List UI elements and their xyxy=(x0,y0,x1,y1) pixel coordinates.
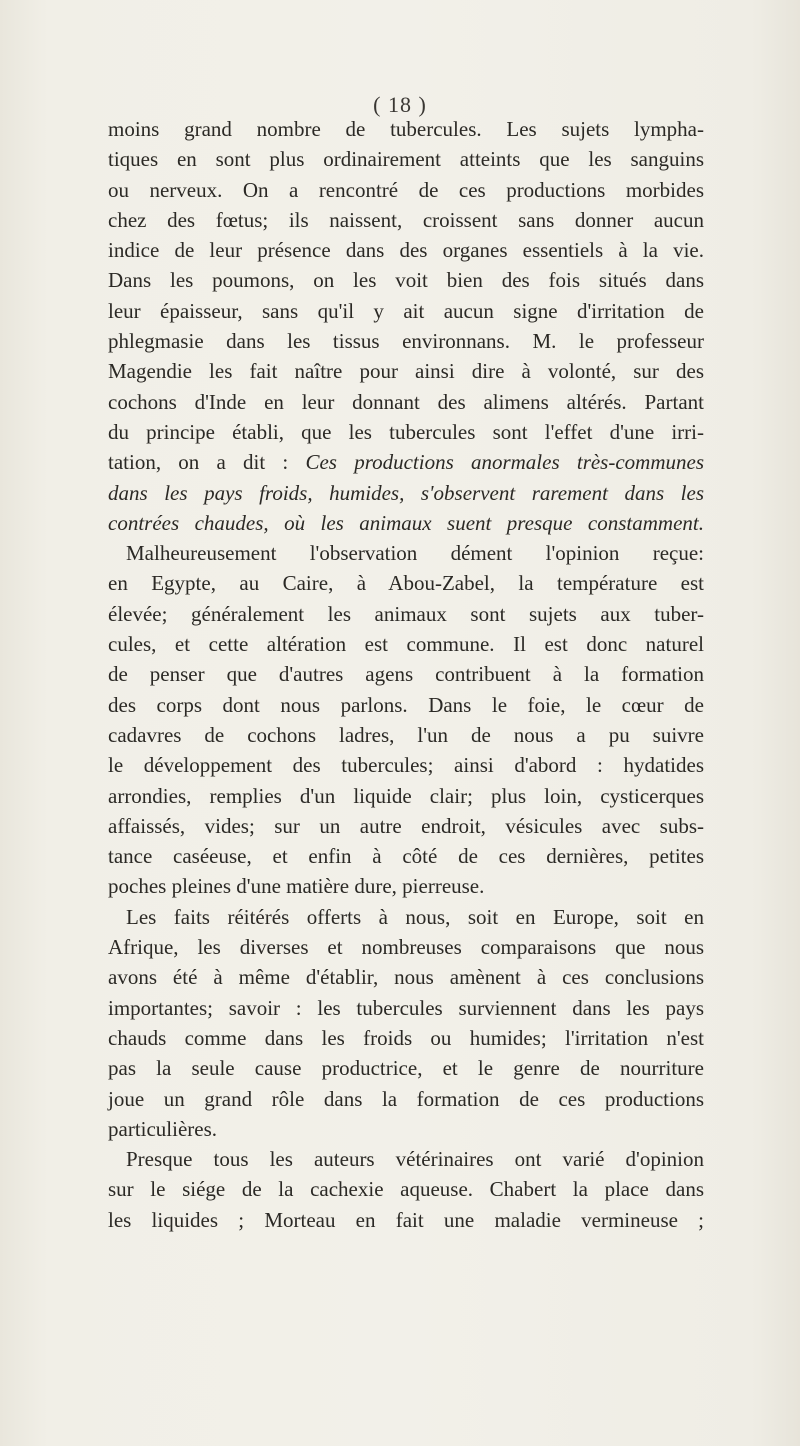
page-number: ( 18 ) xyxy=(373,92,427,117)
text-line: des corps dont nous parlons. Dans le foie, le cœur de xyxy=(108,692,704,717)
text-line: indice de leur présence dans des organes essentiels à la vie. xyxy=(108,238,704,263)
text-line: avons été à même d'établir, nous amènent à ces conclusions xyxy=(108,965,704,990)
text-line: Afrique, les diverses et nombreuses comparaisons que nous xyxy=(108,935,704,960)
italic-quote: Ces productions anormales très-communes xyxy=(305,450,704,475)
text-line: affaissés, vides; sur un autre endroit, vésicules avec subs- xyxy=(108,813,704,838)
text-line: les liquides ; Morteau en fait une maladie vermineuse ; xyxy=(108,1207,704,1232)
text-line: importantes; savoir : les tubercules surviennent dans les pays xyxy=(108,995,704,1020)
text-line: cules, et cette altération est commune. Il est donc naturel xyxy=(108,632,704,657)
text-line: chauds comme dans les froids ou humides; l'irritation n'est xyxy=(108,1025,704,1050)
text-line: leur épaisseur, sans qu'il y ait aucun signe d'irritation de xyxy=(108,298,704,323)
italic-quote-line: dans les pays froids, humides, s'observent rarement dans les xyxy=(108,480,704,505)
text-line xyxy=(108,447,704,477)
text-line: chez des fœtus; ils naissent, croissent sans donner aucun xyxy=(108,207,704,232)
text-line: Magendie les fait naître pour ainsi dire à volonté, sur des xyxy=(108,359,704,384)
text-line: phlegmasie dans les tissus environnans. M. le professeur xyxy=(108,329,704,354)
text-line: tance caséeuse, et enfin à côté de ces dernières, petites xyxy=(108,844,704,869)
text-line: cadavres de cochons ladres, l'un de nous a pu suivre xyxy=(108,722,704,747)
text-line: tiques en sont plus ordinairement atteints que les sanguins xyxy=(108,147,704,172)
text-line: arrondies, remplies d'un liquide clair; plus loin, cysticerques xyxy=(108,783,704,808)
text-line: élevée; généralement les animaux sont sujets aux tuber- xyxy=(108,601,704,626)
text-line: cochons d'Inde en leur donnant des alimens altérés. Partant xyxy=(108,389,704,414)
text-line: sur le siége de la cachexie aqueuse. Chabert la place dans xyxy=(108,1177,704,1202)
text-line: pas la seule cause productrice, et le genre de nourriture xyxy=(108,1056,704,1081)
text-segment: tation, on a dit : xyxy=(108,450,306,475)
text-line: de penser que d'autres agens contribuent à la formation xyxy=(108,662,704,687)
body-text xyxy=(108,114,704,1235)
text-line: Presque tous les auteurs vétérinaires ont varié d'opinion xyxy=(126,1147,704,1172)
text-line: moins grand nombre de tubercules. Les sujets lympha- xyxy=(108,117,704,141)
text-line: Les faits réitérés offerts à nous, soit en Europe, soit en xyxy=(126,904,704,929)
text-line: le développement des tubercules; ainsi d'abord : hydatides xyxy=(108,753,704,778)
text-line: ou nerveux. On a rencontré de ces productions morbides xyxy=(108,177,704,202)
text-line: Dans les poumons, on les voit bien des fois situés dans xyxy=(108,268,704,293)
text-line: en Egypte, au Caire, à Abou-Zabel, la température est xyxy=(108,571,704,596)
text-line: joue un grand rôle dans la formation de ces productions xyxy=(108,1086,704,1111)
italic-quote-line: contrées chaudes, où les animaux suent presque constamment. xyxy=(108,510,704,535)
text-line: particulières. xyxy=(108,1116,218,1141)
text-line: Malheureusement l'observation dément l'opinion reçue: xyxy=(126,541,704,566)
text-line: du principe établi, que les tubercules sont l'effet d'une irri- xyxy=(108,419,704,444)
text-line: poches pleines d'une matière dure, pierreuse. xyxy=(108,874,485,899)
